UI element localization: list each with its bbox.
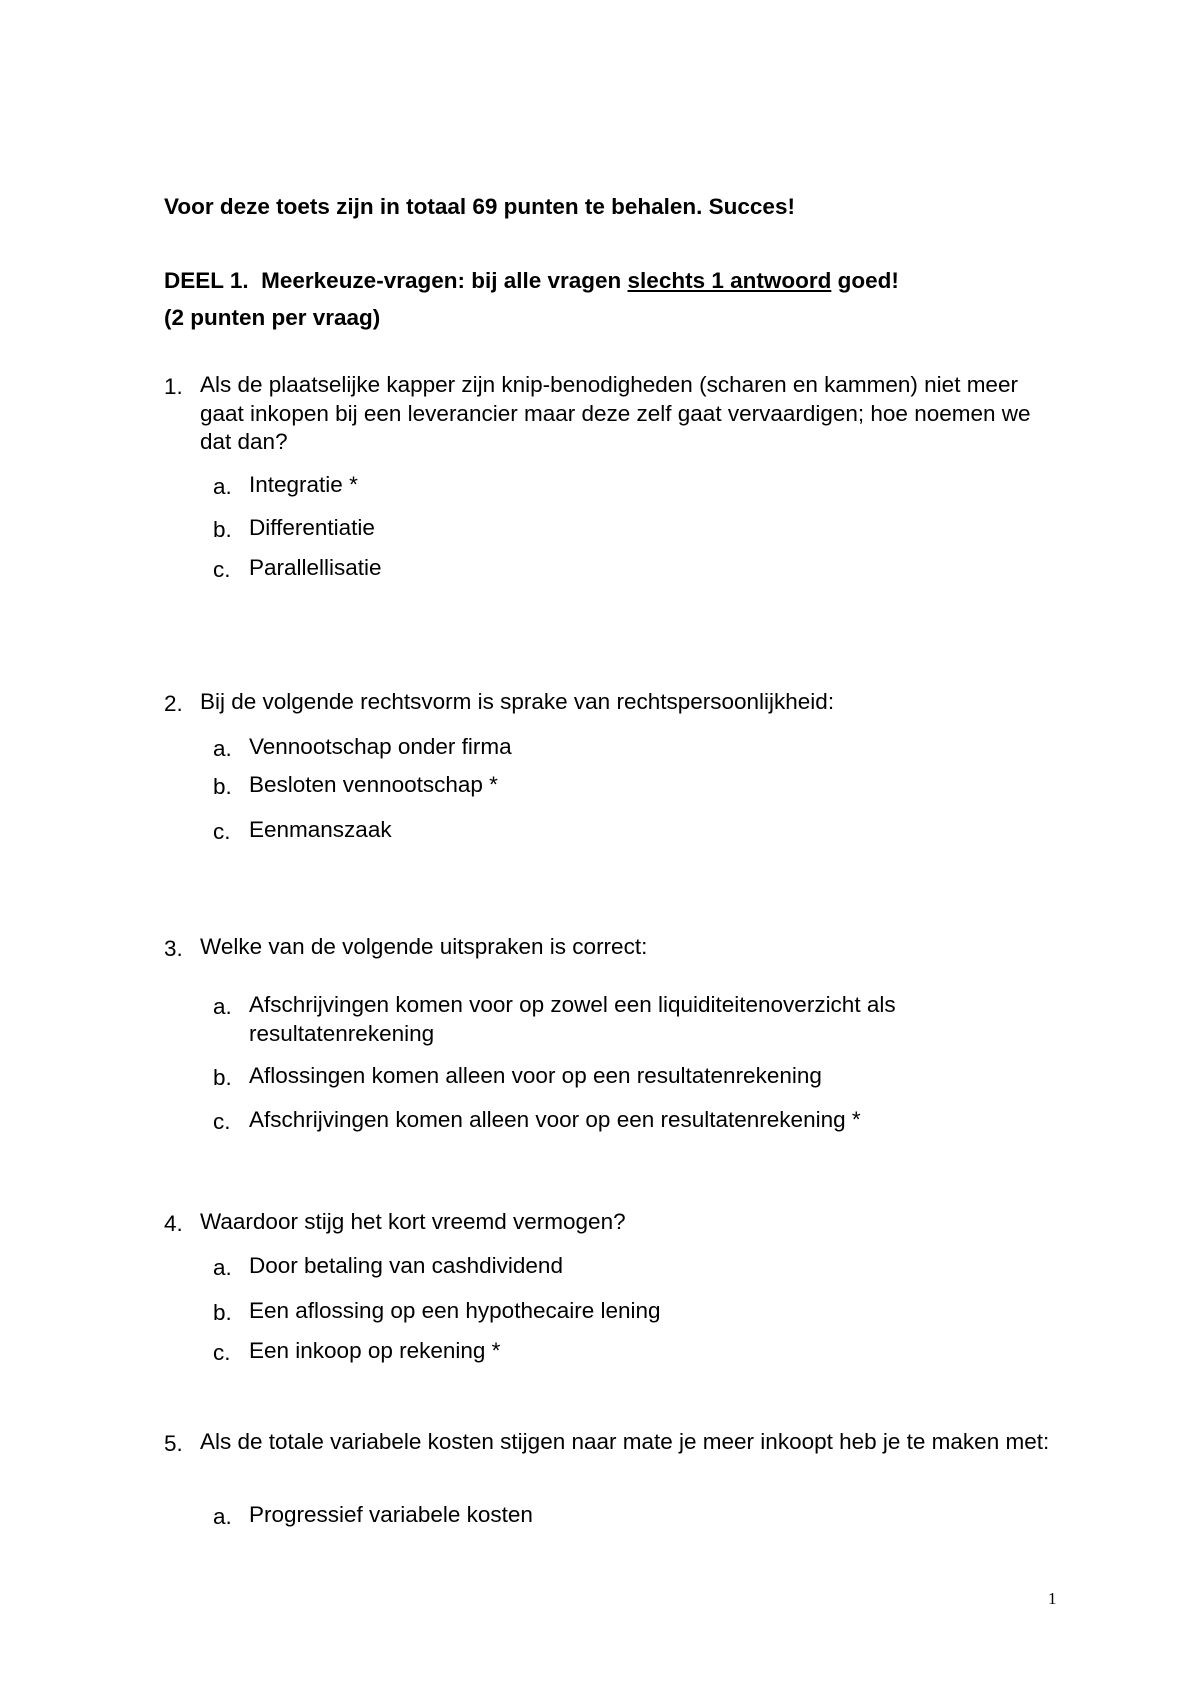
section-underlined: slechts 1 antwoord [627, 268, 832, 293]
section-points: (2 punten per vraag) [164, 305, 381, 330]
section-heading [164, 270, 899, 293]
option-letter: c. [213, 1340, 231, 1365]
option-letter: b. [213, 1065, 232, 1090]
option-text: Parallellisatie [249, 555, 382, 580]
option-letter: a. [213, 994, 232, 1019]
question-text: Waardoor stijg het kort vreemd vermogen? [200, 1209, 626, 1234]
section-text-after: goed! [831, 268, 899, 293]
option-text: Een inkoop op rekening * [249, 1338, 501, 1363]
question-number: 4. [164, 1211, 183, 1236]
option-text: Vennootschap onder firma [249, 734, 512, 759]
option-text: Progressief variabele kosten [249, 1502, 533, 1527]
section-text-before: Meerkeuze-vragen: bij alle vragen [261, 268, 628, 293]
option-text: Besloten vennootschap * [249, 772, 498, 797]
question-number: 1. [164, 374, 183, 399]
intro-text: Voor deze toets zijn in totaal 69 punten te behalen. Succes! [164, 194, 795, 219]
option-letter: b. [213, 1300, 232, 1325]
option-text: Afschrijvingen komen voor op zowel een liquiditeitenoverzicht als resultatenrekening [249, 992, 896, 1046]
option-letter: c. [213, 557, 231, 582]
section-label: DEEL 1. [164, 268, 249, 293]
question-text: Als de plaatselijke kapper zijn knip-benodigheden (scharen en kammen) niet meer gaat inkopen bij een leverancier maar deze zelf gaat vervaardigen; hoe noemen we dat dan? [200, 372, 1031, 454]
option-letter: c. [213, 1109, 231, 1134]
option-letter: b. [213, 774, 232, 799]
option-text: Een aflossing op een hypothecaire lening [249, 1298, 661, 1323]
question-text: Als de totale variabele kosten stijgen naar mate je meer inkoopt heb je te maken met: [200, 1429, 1050, 1454]
question-number: 3. [164, 936, 183, 961]
page-number: 1 [1048, 1589, 1057, 1608]
option-text: Differentiatie [249, 515, 375, 540]
option-text: Eenmanszaak [249, 817, 392, 842]
option-text: Aflossingen komen alleen voor op een resultatenrekening [249, 1063, 822, 1088]
option-text: Integratie * [249, 472, 358, 497]
option-letter: a. [213, 474, 232, 499]
option-text: Afschrijvingen komen alleen voor op een resultatenrekening * [249, 1107, 861, 1132]
question-number: 2. [164, 691, 183, 716]
option-letter: a. [213, 736, 232, 761]
option-text: Door betaling van cashdividend [249, 1253, 563, 1278]
option-letter: a. [213, 1504, 232, 1529]
question-text: Welke van de volgende uitspraken is correct: [200, 934, 648, 959]
question-text: Bij de volgende rechtsvorm is sprake van rechtspersoonlijkheid: [200, 689, 835, 714]
option-letter: b. [213, 517, 232, 542]
option-letter: a. [213, 1255, 232, 1280]
question-number: 5. [164, 1431, 183, 1456]
option-letter: c. [213, 819, 231, 844]
